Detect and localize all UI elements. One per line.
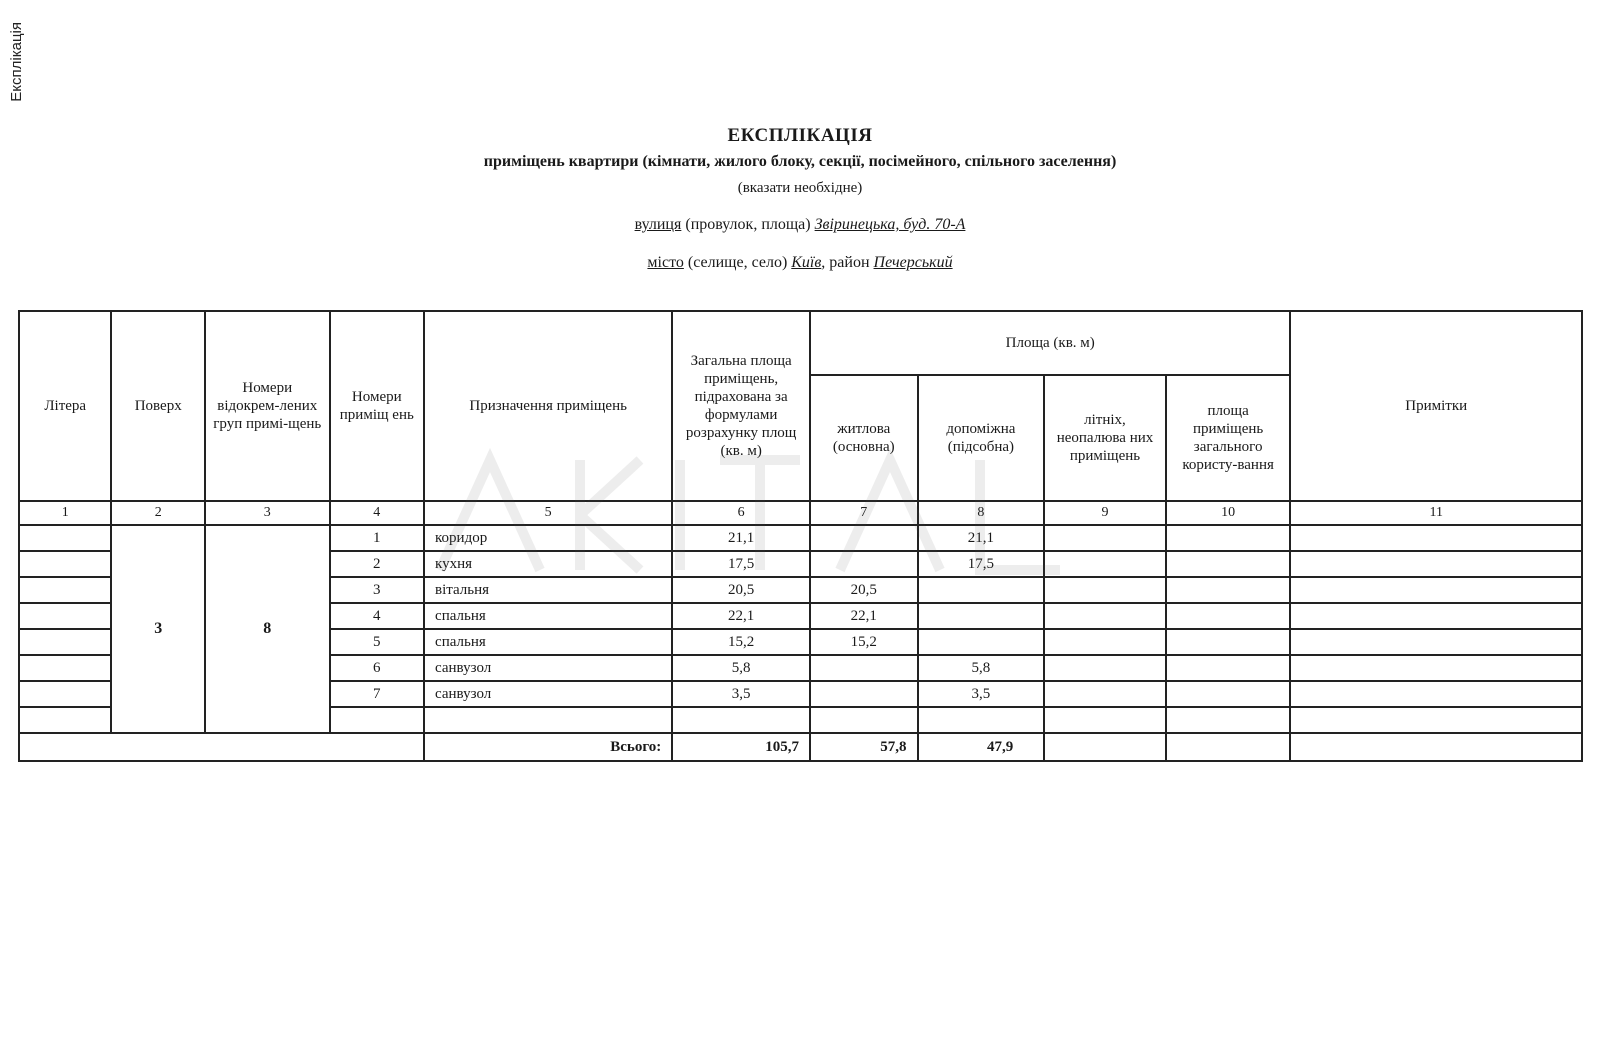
room-aux-area: 3,5: [918, 681, 1045, 707]
room-common-area: [1166, 681, 1291, 707]
room-total-area: 22,1: [672, 603, 810, 629]
room-aux-area: 5,8: [918, 655, 1045, 681]
header-total-area: Загальна площа приміщень, підрахована за формулами розрахунку площ (кв. м): [672, 311, 810, 501]
room-notes: [1290, 577, 1582, 603]
room-purpose: спальня: [424, 629, 672, 655]
room-living-area: [810, 525, 918, 551]
column-number: 9: [1044, 501, 1166, 525]
column-number: 6: [672, 501, 810, 525]
side-label: Експлікація: [8, 22, 25, 102]
room-living-area: 22,1: [810, 603, 918, 629]
column-number: 7: [810, 501, 918, 525]
room-aux-area: [918, 577, 1045, 603]
room-living-area: 15,2: [810, 629, 918, 655]
totals-living-area: 57,8: [810, 733, 918, 761]
street-line: [0, 216, 1600, 234]
floor-cell: 3: [111, 525, 204, 733]
room-purpose: коридор: [424, 525, 672, 551]
room-living-area: [810, 707, 918, 733]
document-note: (вказати необхідне): [737, 180, 863, 196]
column-number: 4: [330, 501, 424, 525]
header-notes: Примітки: [1290, 311, 1582, 501]
room-notes: [1290, 655, 1582, 681]
room-purpose: спальня: [424, 603, 672, 629]
room-common-area: [1166, 603, 1291, 629]
room-common-area: [1166, 577, 1291, 603]
totals-total-area: 105,7: [672, 733, 810, 761]
column-number: 8: [918, 501, 1045, 525]
room-purpose: санвузол: [424, 655, 672, 681]
room-notes: [1290, 629, 1582, 655]
room-summer-area: [1044, 577, 1166, 603]
room-purpose: кухня: [424, 551, 672, 577]
room-total-area: 15,2: [672, 629, 810, 655]
totals-common-area: [1166, 733, 1291, 761]
room-summer-area: [1044, 655, 1166, 681]
room-common-area: [1166, 525, 1291, 551]
room-total-area: 17,5: [672, 551, 810, 577]
room-summer-area: [1044, 681, 1166, 707]
litera-cell: [19, 629, 111, 655]
totals-notes: [1290, 733, 1582, 761]
header-auxiliary: допоміжна (підсобна): [918, 375, 1045, 501]
totals-label: Всього:: [424, 733, 672, 761]
room-purpose: [424, 707, 672, 733]
room-total-area: 21,1: [672, 525, 810, 551]
totals-blank: [19, 733, 424, 761]
column-number: 11: [1290, 501, 1582, 525]
room-summer-area: [1044, 551, 1166, 577]
room-notes: [1290, 525, 1582, 551]
room-number: 4: [330, 603, 424, 629]
group-cell: 8: [205, 525, 330, 733]
room-total-area: 5,8: [672, 655, 810, 681]
room-summer-area: [1044, 525, 1166, 551]
room-aux-area: [918, 707, 1045, 733]
column-number: 2: [111, 501, 204, 525]
litera-cell: [19, 603, 111, 629]
room-total-area: [672, 707, 810, 733]
header-rooms: Номери приміщ ень: [330, 311, 424, 501]
room-common-area: [1166, 707, 1291, 733]
header-living: житлова (основна): [810, 375, 918, 501]
litera-cell: [19, 655, 111, 681]
room-common-area: [1166, 629, 1291, 655]
header-poverkh: Поверх: [111, 311, 204, 501]
street-label: вулиця: [634, 216, 682, 233]
room-notes: [1290, 603, 1582, 629]
room-living-area: [810, 681, 918, 707]
litera-cell: [19, 577, 111, 603]
district-value: Печерський: [873, 254, 953, 271]
column-number: 1: [19, 501, 111, 525]
header-summer: літніх, неопалюва них приміщень: [1044, 375, 1166, 501]
street-label-rest: (провулок, площа): [681, 216, 815, 233]
header-groups: Номери відокрем-лених груп примі-щень: [205, 311, 330, 501]
room-number: 5: [330, 629, 424, 655]
explication-table: [18, 310, 1583, 762]
room-summer-area: [1044, 603, 1166, 629]
room-notes: [1290, 707, 1582, 733]
room-number: [330, 707, 424, 733]
totals-row: [19, 733, 1582, 761]
column-number: 5: [424, 501, 672, 525]
room-number: 7: [330, 681, 424, 707]
district-label: , район: [821, 254, 874, 271]
room-number: 6: [330, 655, 424, 681]
room-aux-area: 21,1: [918, 525, 1045, 551]
room-purpose: санвузол: [424, 681, 672, 707]
room-aux-area: 17,5: [918, 551, 1045, 577]
room-living-area: 20,5: [810, 577, 918, 603]
column-number: 3: [205, 501, 330, 525]
header-common: площа приміщень загального користу-вання: [1166, 375, 1291, 501]
room-aux-area: [918, 603, 1045, 629]
column-number: 10: [1166, 501, 1291, 525]
header-purpose: Призначення приміщень: [424, 311, 672, 501]
city-label: місто: [647, 254, 684, 271]
room-number: 3: [330, 577, 424, 603]
litera-cell: [19, 707, 111, 733]
room-living-area: [810, 551, 918, 577]
room-summer-area: [1044, 707, 1166, 733]
document-title: ЕКСПЛІКАЦІЯ: [727, 125, 873, 146]
header-litera: Літера: [19, 311, 111, 501]
room-notes: [1290, 681, 1582, 707]
litera-cell: [19, 551, 111, 577]
totals-summer-area: [1044, 733, 1166, 761]
totals-aux-area: 47,9: [918, 733, 1045, 761]
room-purpose: вітальня: [424, 577, 672, 603]
city-value: Київ: [791, 254, 822, 271]
header-area-group: Площа (кв. м): [810, 311, 1290, 375]
room-summer-area: [1044, 629, 1166, 655]
table-row: [19, 525, 1582, 551]
city-line: [0, 254, 1600, 272]
document-subtitle: приміщень квартири (кімнати, жилого блоку, секції, посімейного, спільного заселення): [483, 153, 1117, 170]
litera-cell: [19, 681, 111, 707]
street-value: Звіринецька, буд. 70-А: [814, 216, 966, 233]
city-label-rest: (селище, село): [683, 254, 792, 271]
room-common-area: [1166, 551, 1291, 577]
room-aux-area: [918, 629, 1045, 655]
room-number: 2: [330, 551, 424, 577]
room-total-area: 3,5: [672, 681, 810, 707]
room-living-area: [810, 655, 918, 681]
room-notes: [1290, 551, 1582, 577]
room-total-area: 20,5: [672, 577, 810, 603]
room-number: 1: [330, 525, 424, 551]
litera-cell: [19, 525, 111, 551]
room-common-area: [1166, 655, 1291, 681]
